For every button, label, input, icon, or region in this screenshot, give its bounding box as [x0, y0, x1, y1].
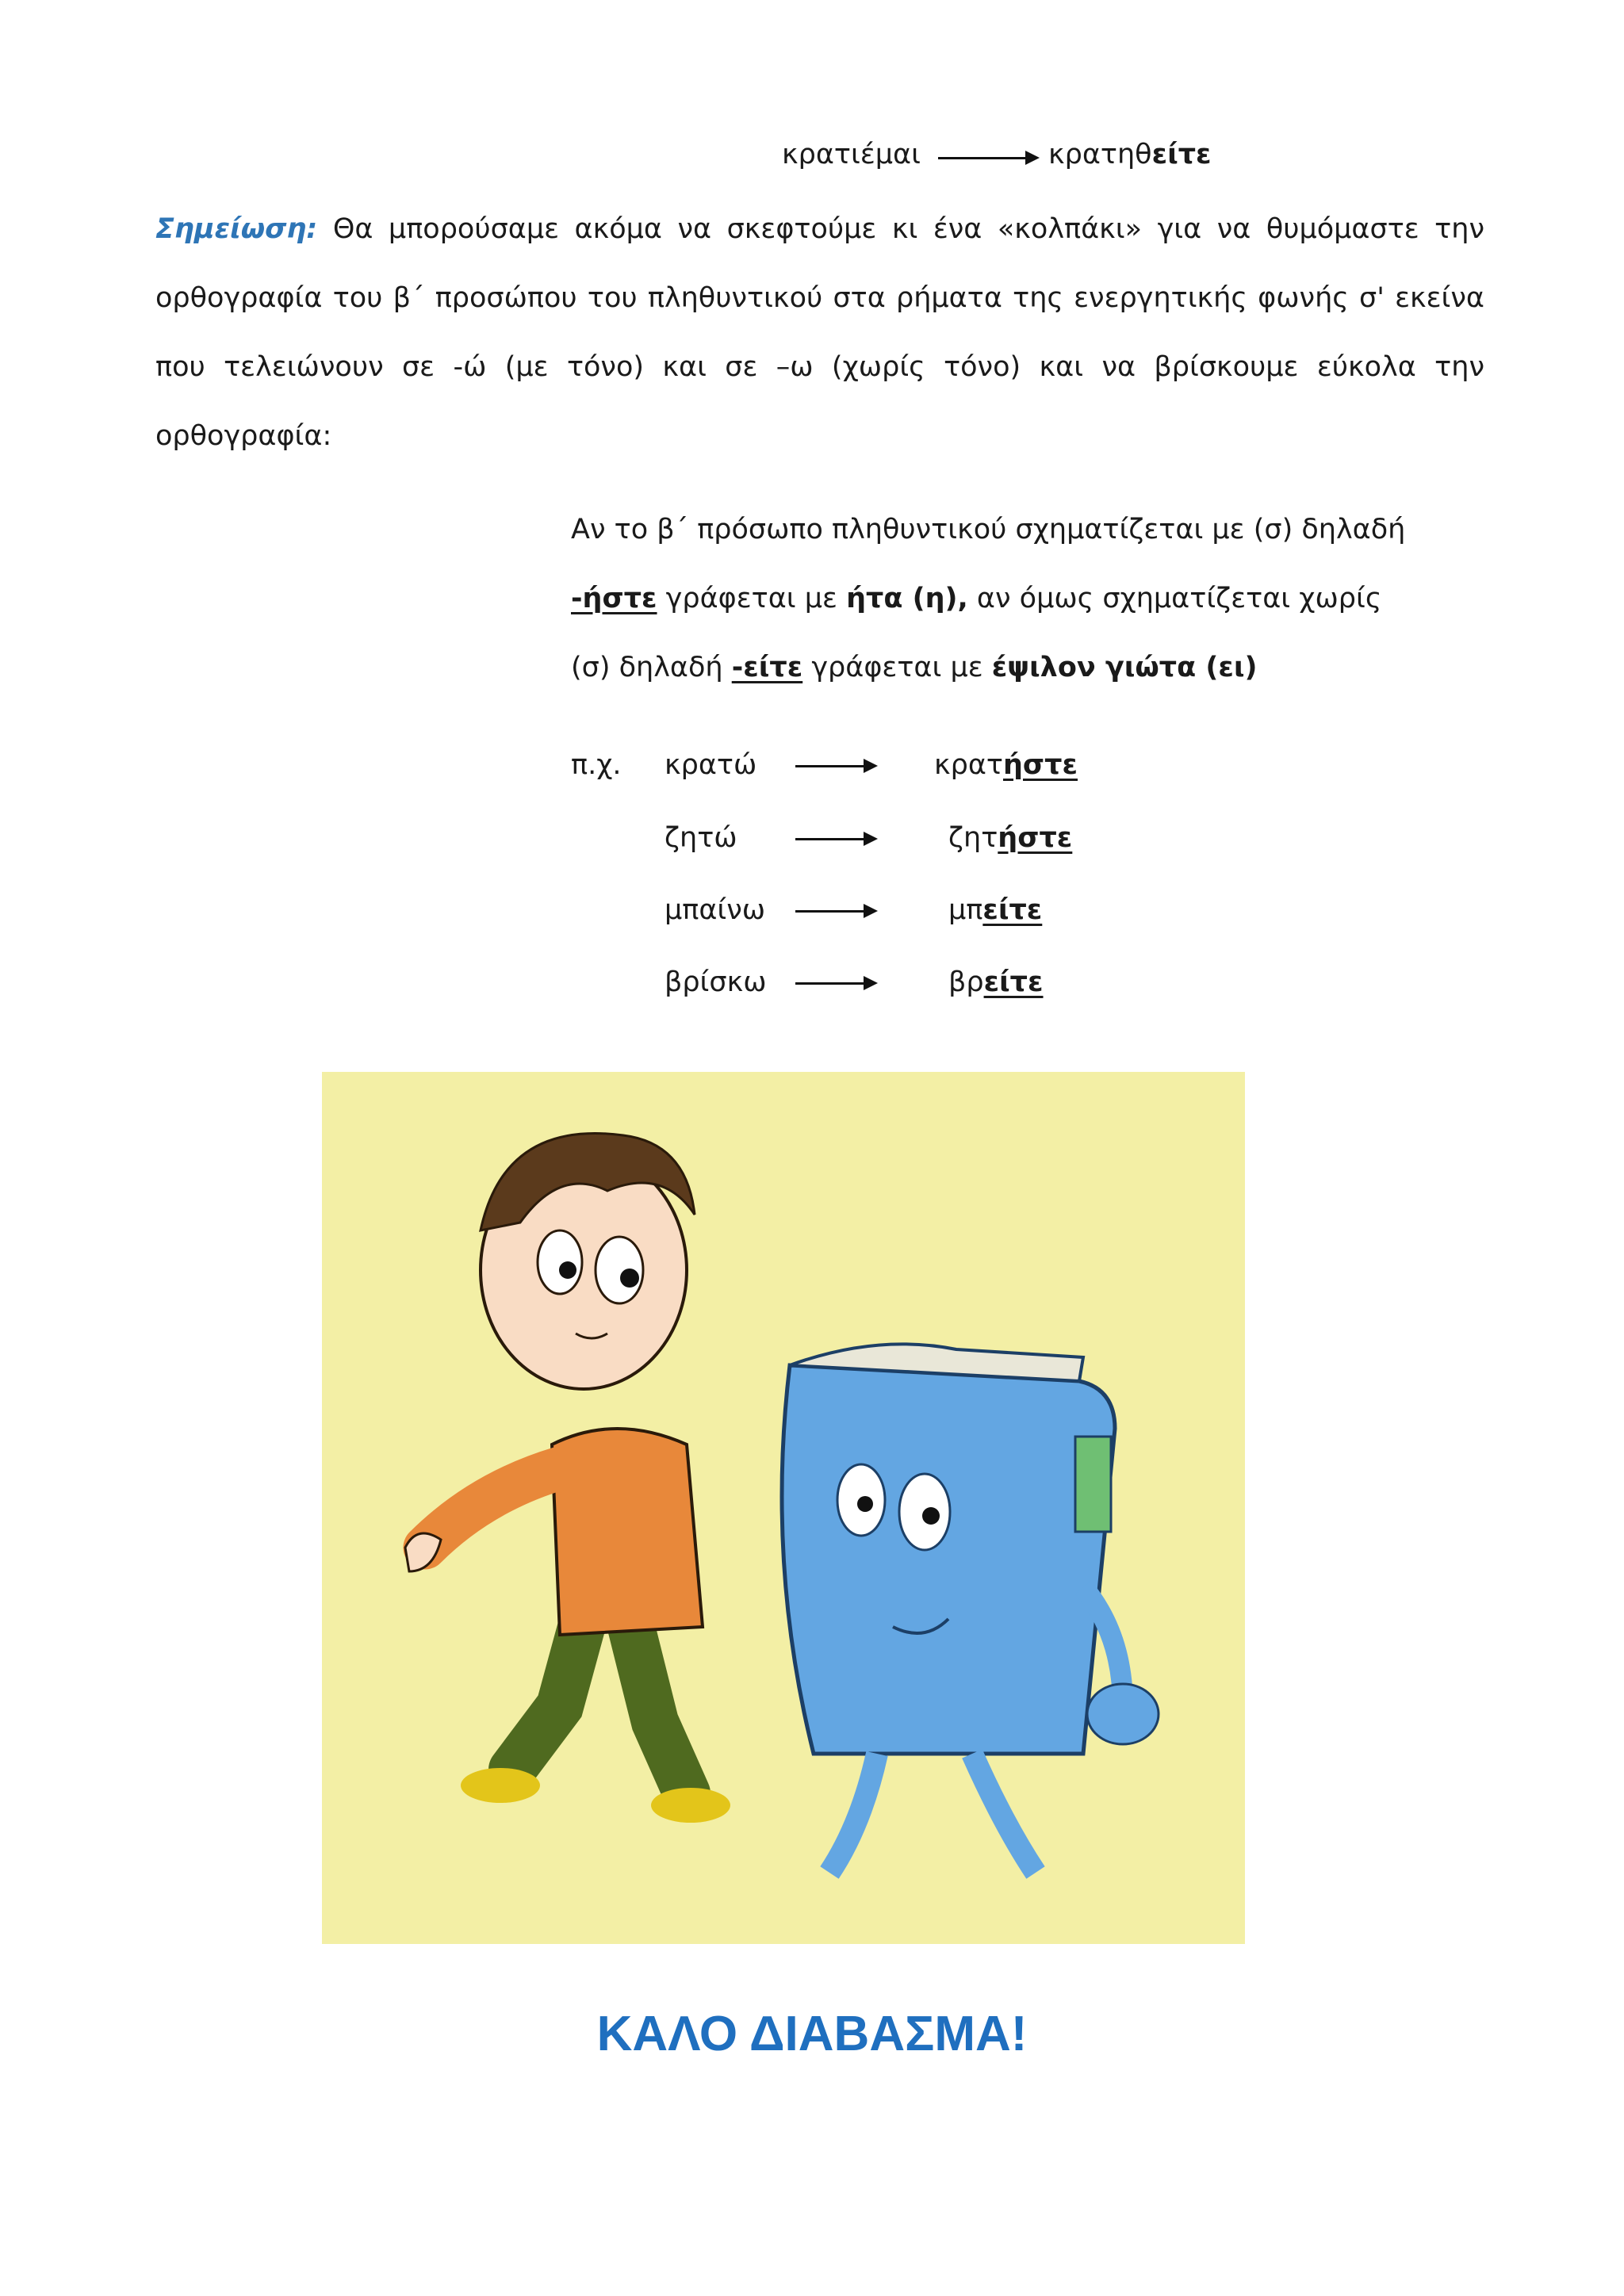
example-from: μπαίνω — [665, 894, 766, 926]
top-example-from: κρατιέμαι — [782, 139, 921, 170]
arrow-right-icon — [795, 910, 875, 913]
example-row — [0, 822, 1624, 859]
example-row — [0, 966, 1624, 1004]
note-text: Θα μπορούσαμε ακόμα να σκεφτούμε κι ένα «κολπάκι» για να θυμόμαστε την ορθογραφία του β΄ προσώπου του πληθυντικού στα ρήματα της ενεργητικής φωνής σ' εκείνα που τελειώνουν σε -ώ (με τόνο) και σε –ω (χωρίς τόνο) και να βρίσκουμε εύκολα την ορθογραφία: — [155, 213, 1484, 452]
example-row — [0, 749, 1624, 786]
note-label: Σημείωση: — [155, 213, 318, 245]
example-from: ζητώ — [665, 822, 737, 854]
closing-title: ΚΑΛΟ ΔΙΑΒΑΣΜΑ! — [596, 2007, 1028, 2061]
arrow-right-icon — [795, 765, 875, 767]
rule-line-2: -ήστε γράφεται με ήτα (η), αν όμως σχηματίζεται χωρίς — [571, 583, 1382, 614]
example-from: βρίσκω — [665, 966, 767, 998]
illustration-boy-with-book — [322, 1072, 1245, 1944]
example-from: κρατώ — [665, 749, 757, 781]
example-to: κρατήστε — [934, 749, 1078, 781]
arrow-right-icon — [795, 982, 875, 985]
cartoon-illustration — [322, 1072, 1245, 1944]
examples-prefix: π.χ. — [571, 749, 622, 781]
example-to: ζητήστε — [948, 822, 1073, 854]
arrow-right-icon — [938, 157, 1036, 159]
rule-block — [571, 496, 1451, 702]
rule-line-3: (σ) δηλαδή -είτε γράφεται με έψιλον γιώτα (ει) — [571, 652, 1258, 683]
top-example-to: κρατηθείτε — [1048, 139, 1212, 170]
example-to: βρείτε — [948, 966, 1044, 998]
note-paragraph — [155, 195, 1484, 471]
top-example — [0, 141, 1624, 176]
example-to: μπείτε — [948, 894, 1043, 926]
rule-line-1: Αν το β΄ πρόσωπο πληθυντικού σχηματίζεται με (σ) δηλαδή — [571, 514, 1406, 545]
arrow-right-icon — [795, 838, 875, 840]
example-row — [0, 894, 1624, 932]
